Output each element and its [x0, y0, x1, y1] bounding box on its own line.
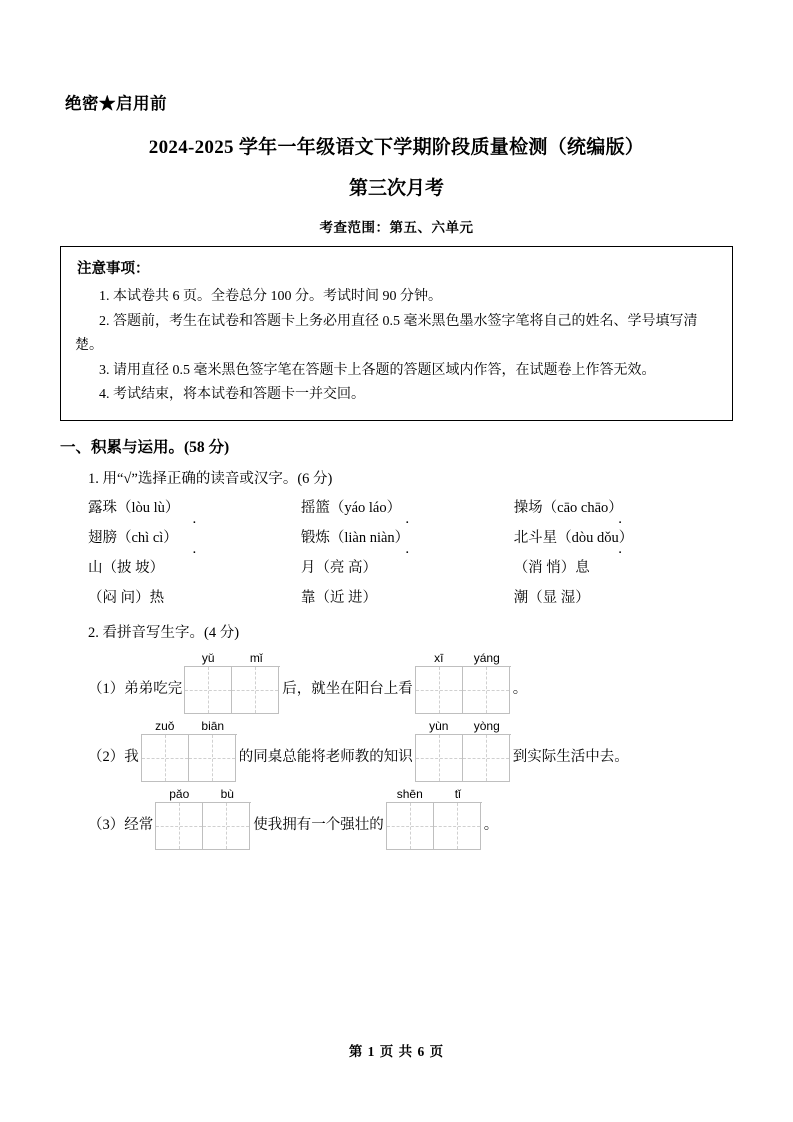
- section-heading-one: 一、积累与运用。(58 分): [60, 438, 230, 456]
- choice-item[interactable]: 摇篮（yáo láo） ·: [301, 496, 514, 517]
- write-row: [88, 718, 733, 782]
- pinyin-label: yáng: [473, 650, 500, 665]
- notice-title: 注意事项：: [77, 261, 150, 277]
- write-mid: 使我拥有一个强壮的: [253, 816, 384, 833]
- tianzi-grid[interactable]: [386, 786, 482, 850]
- choice-item[interactable]: 月（亮 高）: [300, 559, 377, 576]
- pinyin-label: bù: [220, 786, 234, 801]
- grid-cell[interactable]: [463, 667, 510, 714]
- choice-row: [88, 556, 733, 577]
- grid-cell[interactable]: [416, 735, 463, 782]
- notice-item: 1. 本试卷共 6 页。全卷总分 100 分。考试时间 90 分钟。: [99, 289, 442, 304]
- grid-cell[interactable]: [463, 735, 510, 782]
- pinyin-label: yǔ: [201, 650, 215, 665]
- choice-item[interactable]: 锻炼（liàn niàn） ·: [301, 526, 514, 547]
- write-lead: （2）我: [88, 748, 139, 765]
- question-1-prompt: 1. 用“√”选择正确的读音或汉字。(6 分): [88, 470, 333, 487]
- choice-row: [88, 496, 733, 517]
- choice-item[interactable]: 操场（cāo chāo） ·: [514, 496, 727, 517]
- choice-item[interactable]: （闷 问）热: [88, 589, 165, 606]
- choice-item[interactable]: 山（披 坡）: [88, 559, 165, 576]
- grid-cell[interactable]: [189, 735, 236, 782]
- grid-cell[interactable]: [203, 803, 250, 850]
- page-subtitle: 第三次月考: [348, 178, 444, 199]
- pinyin-label: tǐ: [454, 786, 461, 801]
- page-title: 2024-2025 学年一年级语文下学期阶段质量检测（统编版）: [148, 137, 645, 158]
- secret-label: 绝密★启用前: [65, 94, 167, 113]
- pinyin-label: pǎo: [169, 786, 190, 801]
- grid-cell[interactable]: [416, 667, 463, 714]
- choice-item[interactable]: 翅膀（chì cì） ·: [88, 526, 301, 547]
- notice-item: 3. 请用直径 0.5 毫米黑色签字笔在答题卡上各题的答题区域内作答，在试题卷上作答无效。: [99, 362, 656, 378]
- tianzi-grid[interactable]: [141, 718, 237, 782]
- question-2-prompt: 2. 看拼音写生字。(4 分): [88, 624, 240, 641]
- write-tail: 。: [483, 816, 499, 833]
- choice-item[interactable]: 北斗星（dòu dǒu） ·: [514, 526, 727, 547]
- tianzi-grid[interactable]: [415, 650, 511, 714]
- write-lead: （1）弟弟吃完: [88, 680, 183, 697]
- notice-item: 4. 考试结束，将本试卷和答题卡一并交回。: [99, 387, 365, 402]
- choice-row: [88, 526, 733, 547]
- tianzi-grid[interactable]: [155, 786, 251, 850]
- notice-item: 2. 答题前，考生在试卷和答题卡上务必用直径 0.5 毫米黑色墨水签字笔将自己的姓名、学号填写清楚。: [75, 313, 698, 353]
- pinyin-label: shēn: [396, 786, 423, 801]
- write-tail: 到实际生活中去。: [512, 748, 629, 765]
- write-lead: （3）经常: [88, 816, 154, 833]
- choice-item[interactable]: （消 悄）息: [513, 559, 590, 576]
- grid-cell[interactable]: [232, 667, 279, 714]
- grid-cell[interactable]: [387, 803, 434, 850]
- tianzi-grid[interactable]: [184, 650, 280, 714]
- page-footer: 第 1 页 共 6 页: [348, 1044, 445, 1059]
- pinyin-label: biān: [201, 718, 225, 733]
- grid-cell[interactable]: [142, 735, 189, 782]
- choice-item[interactable]: 潮（显 湿）: [513, 589, 590, 606]
- write-tail: 。: [512, 680, 528, 697]
- pinyin-label: xī: [434, 650, 444, 665]
- pinyin-label: yùn: [429, 718, 449, 733]
- write-row: [88, 650, 733, 714]
- grid-cell[interactable]: [185, 667, 232, 714]
- choice-item[interactable]: 露珠（lòu lù） ·: [88, 496, 301, 517]
- exam-scope: 考查范围：第五、六单元: [319, 220, 474, 235]
- grid-cell[interactable]: [434, 803, 481, 850]
- write-row: [88, 786, 733, 850]
- pinyin-label: mǐ: [249, 650, 263, 665]
- write-mid: 的同桌总能将老师教的知识: [238, 748, 413, 765]
- pinyin-label: zuǒ: [155, 718, 175, 733]
- write-mid: 后，就坐在阳台上看: [282, 680, 413, 697]
- choice-row: [88, 586, 733, 607]
- pinyin-label: yòng: [473, 718, 500, 733]
- notice-box: [60, 246, 733, 421]
- grid-cell[interactable]: [156, 803, 203, 850]
- tianzi-grid[interactable]: [415, 718, 511, 782]
- choice-item[interactable]: 靠（近 进）: [300, 589, 377, 606]
